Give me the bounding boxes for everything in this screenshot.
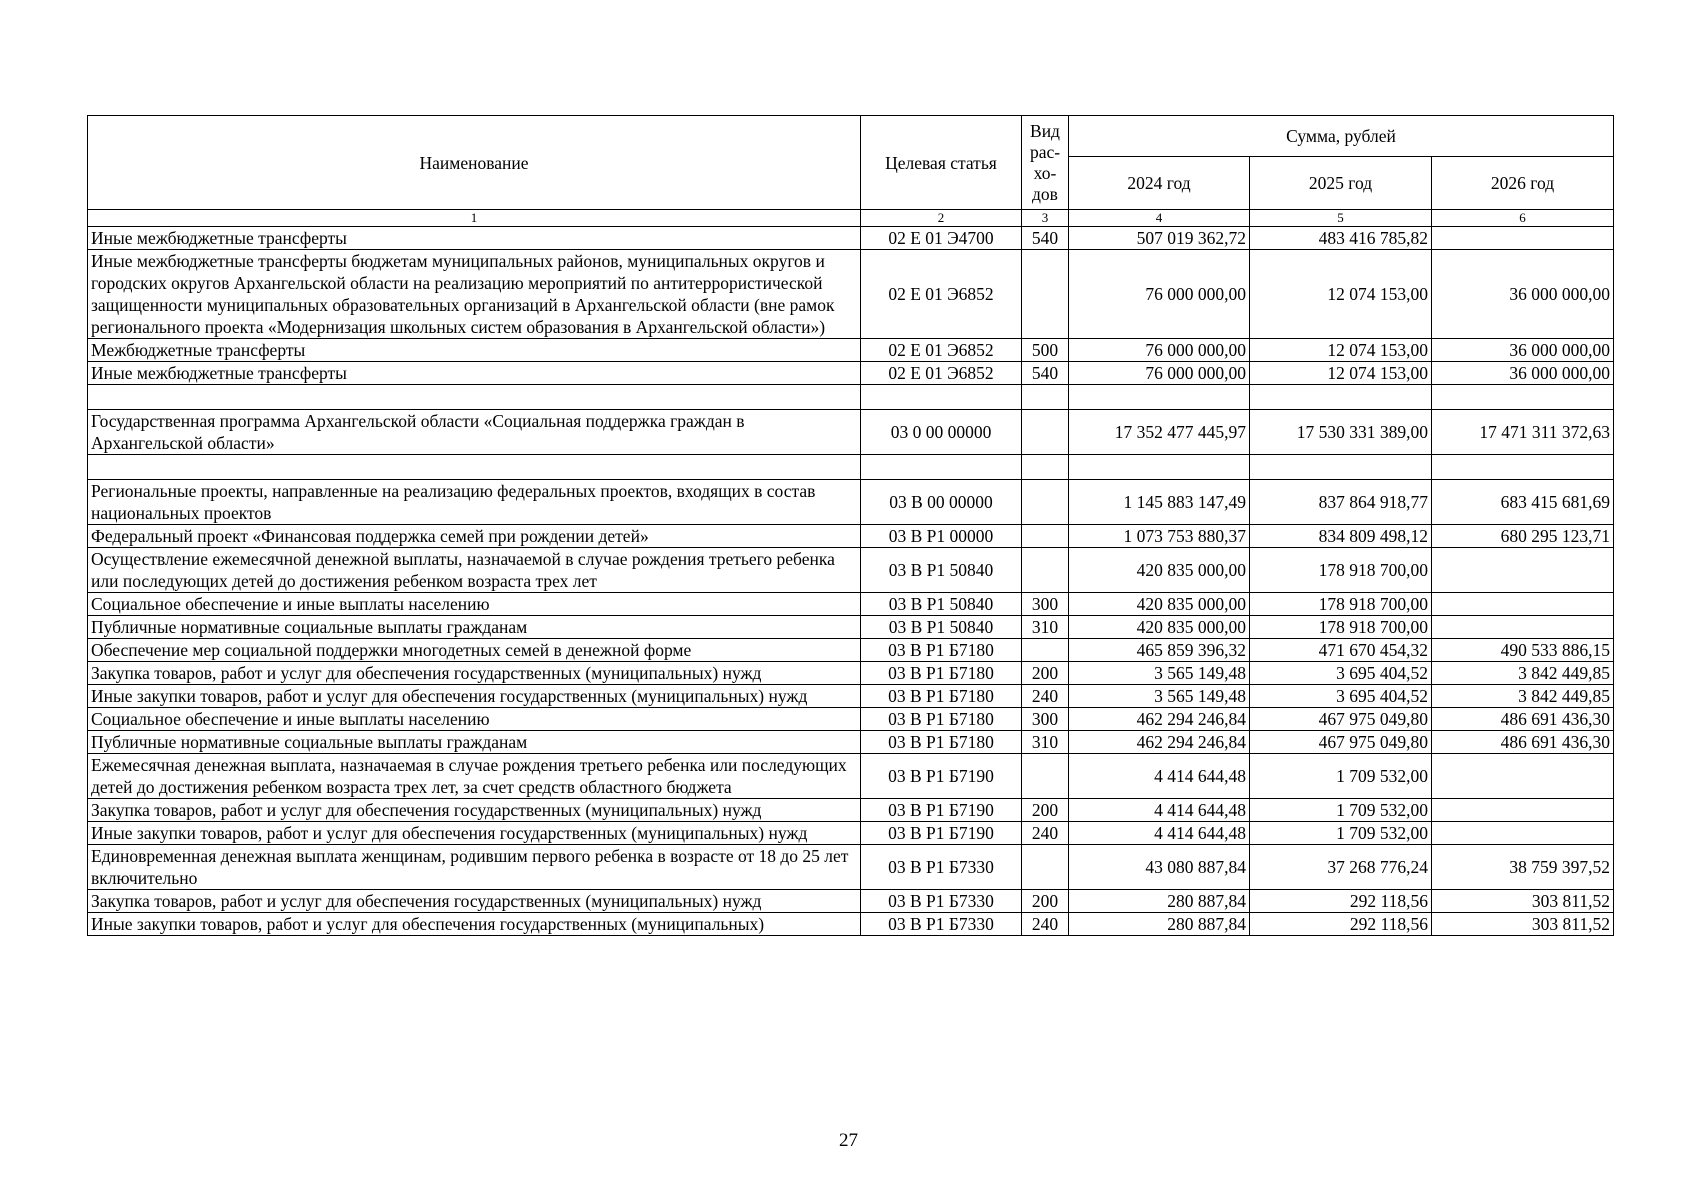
table-row: [88, 799, 1614, 822]
row-amount-2024: 1 073 753 880,37: [1069, 525, 1250, 548]
row-kind: 200: [1022, 799, 1069, 822]
row-kind: [1022, 639, 1069, 662]
table-row: [88, 548, 1614, 593]
row-amount-2026: 486 691 436,30: [1432, 708, 1614, 731]
row-name: Иные межбюджетные трансферты бюджетам муниципальных районов, муниципальных округов и городских округов Архангельской области на реализацию мероприятий по антитеррористической защищенности муниципальных образовательных организаций в Архангельской области (вне рамок регионального проекта «Модернизация школьных систем образования в Архангельской области»): [88, 250, 861, 339]
row-amount-2024: 462 294 246,84: [1069, 731, 1250, 754]
header-sum: Сумма, рублей: [1069, 116, 1614, 157]
row-name: Закупка товаров, работ и услуг для обеспечения государственных (муниципальных) нужд: [88, 890, 861, 913]
table-row: [88, 845, 1614, 890]
row-name: Иные межбюджетные трансферты: [88, 227, 861, 250]
table-row: [88, 250, 1614, 339]
row-code: 03 В Р1 Б7330: [861, 845, 1022, 890]
row-amount-2026: [1432, 616, 1614, 639]
row-name: Федеральный проект «Финансовая поддержка семей при рождении детей»: [88, 525, 861, 548]
row-code: 03 В Р1 Б7330: [861, 890, 1022, 913]
row-name: [88, 385, 861, 410]
row-amount-2026: 36 000 000,00: [1432, 250, 1614, 339]
row-amount-2026: 3 842 449,85: [1432, 662, 1614, 685]
row-kind: 240: [1022, 913, 1069, 936]
table-row: [88, 227, 1614, 250]
row-kind: [1022, 455, 1069, 480]
row-amount-2026: 490 533 886,15: [1432, 639, 1614, 662]
row-kind: 240: [1022, 822, 1069, 845]
table-row: [88, 639, 1614, 662]
row-amount-2026: 17 471 311 372,63: [1432, 410, 1614, 455]
row-amount-2025: 12 074 153,00: [1250, 339, 1432, 362]
header-code: Целевая статья: [861, 116, 1022, 210]
row-kind: [1022, 548, 1069, 593]
row-amount-2026: 680 295 123,71: [1432, 525, 1614, 548]
table-row: [88, 754, 1614, 799]
row-name: Иные закупки товаров, работ и услуг для обеспечения государственных (муниципальных) нужд: [88, 822, 861, 845]
row-code: 03 В Р1 Б7180: [861, 662, 1022, 685]
table-row: [88, 339, 1614, 362]
row-amount-2025: 37 268 776,24: [1250, 845, 1432, 890]
table-row: [88, 480, 1614, 525]
column-number: 4: [1069, 210, 1250, 227]
row-kind: 500: [1022, 339, 1069, 362]
row-name: Социальное обеспечение и иные выплаты населению: [88, 593, 861, 616]
row-amount-2025: 837 864 918,77: [1250, 480, 1432, 525]
row-kind: [1022, 385, 1069, 410]
row-amount-2024: 280 887,84: [1069, 890, 1250, 913]
row-code: 03 В Р1 Б7330: [861, 913, 1022, 936]
row-amount-2025: [1250, 455, 1432, 480]
row-kind: 540: [1022, 362, 1069, 385]
row-amount-2025: 1 709 532,00: [1250, 799, 1432, 822]
blank-row: [88, 385, 1614, 410]
row-name: Региональные проекты, направленные на реализацию федеральных проектов, входящих в состав национальных проектов: [88, 480, 861, 525]
row-code: 02 Е 01 Э6852: [861, 250, 1022, 339]
row-name: Государственная программа Архангельской области «Социальная поддержка граждан в Архангельской области»: [88, 410, 861, 455]
row-amount-2024: 507 019 362,72: [1069, 227, 1250, 250]
row-kind: [1022, 250, 1069, 339]
row-name: [88, 455, 861, 480]
row-name: Публичные нормативные социальные выплаты гражданам: [88, 616, 861, 639]
table-row: [88, 525, 1614, 548]
row-amount-2026: 3 842 449,85: [1432, 685, 1614, 708]
row-amount-2025: 467 975 049,80: [1250, 731, 1432, 754]
row-amount-2026: 486 691 436,30: [1432, 731, 1614, 754]
row-name: Ежемесячная денежная выплата, назначаемая в случае рождения третьего ребенка или последующих детей до достижения ребенком возраста трех лет, за счет средств областного бюджета: [88, 754, 861, 799]
table-row: [88, 913, 1614, 936]
column-numbers-row: [88, 210, 1614, 227]
row-amount-2024: 465 859 396,32: [1069, 639, 1250, 662]
row-amount-2025: 3 695 404,52: [1250, 685, 1432, 708]
row-code: 03 В Р1 00000: [861, 525, 1022, 548]
table-row: [88, 362, 1614, 385]
table-row: [88, 890, 1614, 913]
row-amount-2024: 3 565 149,48: [1069, 685, 1250, 708]
budget-table: [87, 115, 1614, 936]
table-row: [88, 822, 1614, 845]
row-kind: 300: [1022, 593, 1069, 616]
table-row: [88, 593, 1614, 616]
row-amount-2024: 4 414 644,48: [1069, 822, 1250, 845]
row-code: 02 Е 01 Э6852: [861, 362, 1022, 385]
row-amount-2026: 36 000 000,00: [1432, 339, 1614, 362]
row-amount-2026: [1432, 455, 1614, 480]
header-kind: Вид рас- хо- дов: [1022, 116, 1069, 210]
column-number: 6: [1432, 210, 1614, 227]
row-amount-2025: [1250, 385, 1432, 410]
row-kind: [1022, 480, 1069, 525]
table-row: [88, 662, 1614, 685]
column-number: 3: [1022, 210, 1069, 227]
row-kind: [1022, 845, 1069, 890]
table-row: [88, 685, 1614, 708]
header-2026: 2026 год: [1432, 157, 1614, 210]
row-amount-2024: 17 352 477 445,97: [1069, 410, 1250, 455]
row-amount-2025: 3 695 404,52: [1250, 662, 1432, 685]
row-kind: 300: [1022, 708, 1069, 731]
row-name: Иные закупки товаров, работ и услуг для обеспечения государственных (муниципальных): [88, 913, 861, 936]
row-code: [861, 455, 1022, 480]
row-amount-2026: [1432, 548, 1614, 593]
row-amount-2025: 12 074 153,00: [1250, 362, 1432, 385]
row-amount-2024: 1 145 883 147,49: [1069, 480, 1250, 525]
table-row: [88, 616, 1614, 639]
row-name: Единовременная денежная выплата женщинам, родившим первого ребенка в возрасте от 18 до 25 лет включительно: [88, 845, 861, 890]
row-amount-2026: [1432, 227, 1614, 250]
row-amount-2026: 38 759 397,52: [1432, 845, 1614, 890]
row-code: 03 В Р1 50840: [861, 593, 1022, 616]
row-amount-2024: 76 000 000,00: [1069, 362, 1250, 385]
row-amount-2025: 467 975 049,80: [1250, 708, 1432, 731]
table-body: [88, 227, 1614, 936]
row-code: 03 В Р1 Б7190: [861, 822, 1022, 845]
row-amount-2025: 178 918 700,00: [1250, 548, 1432, 593]
table-row: [88, 410, 1614, 455]
row-kind: 310: [1022, 616, 1069, 639]
row-amount-2024: 462 294 246,84: [1069, 708, 1250, 731]
row-kind: [1022, 410, 1069, 455]
row-amount-2026: [1432, 822, 1614, 845]
column-number: 1: [88, 210, 861, 227]
row-kind: 310: [1022, 731, 1069, 754]
row-amount-2024: 43 080 887,84: [1069, 845, 1250, 890]
header-2024: 2024 год: [1069, 157, 1250, 210]
row-amount-2025: 12 074 153,00: [1250, 250, 1432, 339]
row-amount-2024: [1069, 385, 1250, 410]
row-amount-2026: [1432, 385, 1614, 410]
table-row: [88, 708, 1614, 731]
row-amount-2025: 471 670 454,32: [1250, 639, 1432, 662]
header-2025: 2025 год: [1250, 157, 1432, 210]
row-name: Обеспечение мер социальной поддержки многодетных семей в денежной форме: [88, 639, 861, 662]
row-name: Социальное обеспечение и иные выплаты населению: [88, 708, 861, 731]
page-number: 27: [839, 1130, 858, 1151]
row-amount-2024: 4 414 644,48: [1069, 799, 1250, 822]
row-amount-2025: 834 809 498,12: [1250, 525, 1432, 548]
row-code: 03 В Р1 Б7180: [861, 685, 1022, 708]
row-amount-2026: 683 415 681,69: [1432, 480, 1614, 525]
row-amount-2024: 420 835 000,00: [1069, 616, 1250, 639]
row-kind: 240: [1022, 685, 1069, 708]
row-amount-2025: 483 416 785,82: [1250, 227, 1432, 250]
row-code: 03 В Р1 Б7190: [861, 799, 1022, 822]
row-amount-2026: 303 811,52: [1432, 890, 1614, 913]
row-name: Закупка товаров, работ и услуг для обеспечения государственных (муниципальных) нужд: [88, 799, 861, 822]
row-name: Межбюджетные трансферты: [88, 339, 861, 362]
row-code: 03 В Р1 50840: [861, 616, 1022, 639]
row-amount-2024: 3 565 149,48: [1069, 662, 1250, 685]
row-amount-2025: 178 918 700,00: [1250, 593, 1432, 616]
row-code: [861, 385, 1022, 410]
row-name: Иные межбюджетные трансферты: [88, 362, 861, 385]
row-kind: 200: [1022, 890, 1069, 913]
row-name: Иные закупки товаров, работ и услуг для обеспечения государственных (муниципальных) нужд: [88, 685, 861, 708]
row-amount-2024: 420 835 000,00: [1069, 593, 1250, 616]
row-kind: 540: [1022, 227, 1069, 250]
row-code: 03 В Р1 Б7190: [861, 754, 1022, 799]
row-code: 03 В Р1 Б7180: [861, 731, 1022, 754]
blank-row: [88, 455, 1614, 480]
row-amount-2025: 1 709 532,00: [1250, 822, 1432, 845]
row-code: 02 Е 01 Э6852: [861, 339, 1022, 362]
row-amount-2025: 292 118,56: [1250, 890, 1432, 913]
row-amount-2025: 1 709 532,00: [1250, 754, 1432, 799]
row-amount-2025: 17 530 331 389,00: [1250, 410, 1432, 455]
row-amount-2026: [1432, 593, 1614, 616]
header-name: Наименование: [88, 116, 861, 210]
row-code: 03 В 00 00000: [861, 480, 1022, 525]
row-amount-2024: 76 000 000,00: [1069, 250, 1250, 339]
row-name: Закупка товаров, работ и услуг для обеспечения государственных (муниципальных) нужд: [88, 662, 861, 685]
row-name: Осуществление ежемесячной денежной выплаты, назначаемой в случае рождения третьего ребенка или последующих детей до достижения ребенком возраста трех лет: [88, 548, 861, 593]
row-amount-2025: 292 118,56: [1250, 913, 1432, 936]
column-number: 5: [1250, 210, 1432, 227]
row-amount-2026: [1432, 799, 1614, 822]
row-code: 03 0 00 00000: [861, 410, 1022, 455]
row-amount-2026: 303 811,52: [1432, 913, 1614, 936]
row-amount-2025: 178 918 700,00: [1250, 616, 1432, 639]
row-code: 03 В Р1 Б7180: [861, 708, 1022, 731]
row-code: 03 В Р1 50840: [861, 548, 1022, 593]
row-amount-2026: [1432, 754, 1614, 799]
row-name: Публичные нормативные социальные выплаты гражданам: [88, 731, 861, 754]
row-code: 02 Е 01 Э4700: [861, 227, 1022, 250]
row-amount-2024: 420 835 000,00: [1069, 548, 1250, 593]
row-code: 03 В Р1 Б7180: [861, 639, 1022, 662]
row-kind: 200: [1022, 662, 1069, 685]
row-amount-2024: 76 000 000,00: [1069, 339, 1250, 362]
row-amount-2026: 36 000 000,00: [1432, 362, 1614, 385]
column-number: 2: [861, 210, 1022, 227]
table-row: [88, 731, 1614, 754]
row-amount-2024: 280 887,84: [1069, 913, 1250, 936]
row-kind: [1022, 525, 1069, 548]
row-amount-2024: 4 414 644,48: [1069, 754, 1250, 799]
row-kind: [1022, 754, 1069, 799]
row-amount-2024: [1069, 455, 1250, 480]
